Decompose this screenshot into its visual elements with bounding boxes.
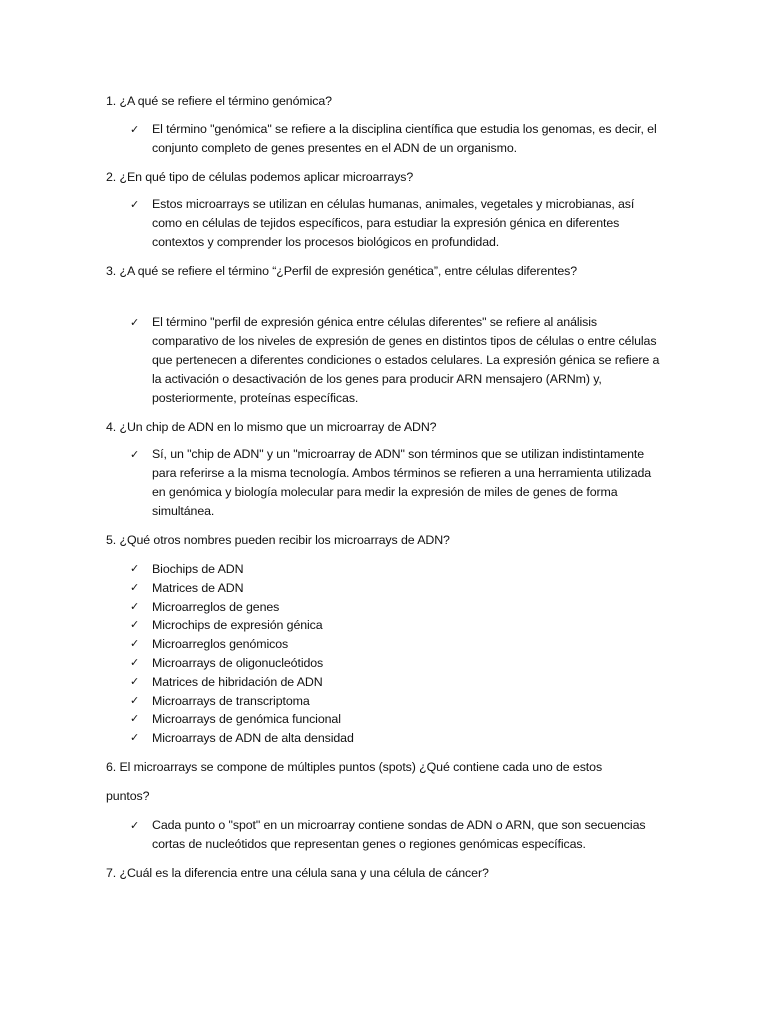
checkmark-icon: ✓ <box>130 123 140 136</box>
question-1: 1. ¿A qué se refiere el término genómica? <box>106 94 332 108</box>
question-6-line-1: 6. El microarrays se compone de múltiples puntos (spots) ¿Qué contiene cada uno de estos <box>106 759 603 774</box>
list-item <box>106 654 666 673</box>
checkmark-icon: ✓ <box>130 731 140 745</box>
answer-1 <box>106 120 666 158</box>
question-4: 4. ¿Un chip de ADN en lo mismo que un microarray de ADN? <box>106 420 437 434</box>
checkmark-icon: ✓ <box>130 655 140 669</box>
checkmark-icon: ✓ <box>130 316 140 329</box>
list-item <box>106 579 666 598</box>
answer-6-text: Cada punto o "spot" en un microarray contiene sondas de ADN o ARN, que son secuencias cortas de nucleótidos que representan genes o regiones genómicas específicas. <box>152 817 646 851</box>
document-content <box>106 92 666 883</box>
checkmark-icon: ✓ <box>130 580 140 594</box>
answer-list-4 <box>106 445 666 521</box>
list-item <box>106 560 666 579</box>
list-item <box>106 635 666 654</box>
checkmark-icon: ✓ <box>130 712 140 726</box>
list-item-label: Microchips de expresión génica <box>152 618 323 633</box>
question-3: 3. ¿A qué se refiere el término “¿Perfil de expresión genética”, entre células diferentes? <box>106 264 578 278</box>
checkmark-icon: ✓ <box>130 693 140 707</box>
list-item <box>106 616 666 635</box>
question-6-line-2: puntos? <box>106 788 150 803</box>
checkmark-icon: ✓ <box>130 198 140 211</box>
list-item-label: Microarrays de oligonucleótidos <box>152 655 324 670</box>
answer-2-text: Estos microarrays se utilizan en células humanas, animales, vegetales y microbianas, así como en células de tejidos específicos, para estudiar la expresión génica en diferentes contextos y comprender los procesos biológicos en profundidad. <box>152 197 635 249</box>
answer-4 <box>106 445 666 521</box>
list-item-label: Microarreglos de genes <box>152 599 280 614</box>
list-item <box>106 598 666 617</box>
list-item <box>106 710 666 729</box>
answer-list-5 <box>106 560 666 748</box>
list-item-label: Microarrays de genómica funcional <box>152 712 341 727</box>
answer-6 <box>106 816 666 854</box>
question-2: 2. ¿En qué tipo de células podemos aplicar microarrays? <box>106 170 414 184</box>
question-7: 7. ¿Cuál es la diferencia entre una célula sana y una célula de cáncer? <box>106 865 489 880</box>
answer-2 <box>106 195 666 252</box>
answer-4-text: Sí, un "chip de ADN" y un "microarray de ADN" son términos que se utilizan indistintamente para referirse a la misma tecnología. Ambos términos se refieren a una herramienta utilizada en genómica y biología molecular para medir la expresión de miles de genes de forma simultánea. <box>152 447 652 518</box>
answer-3 <box>106 313 666 408</box>
list-item-label: Microarrays de transcriptoma <box>152 693 310 708</box>
checkmark-icon: ✓ <box>130 562 140 575</box>
checkmark-icon: ✓ <box>130 637 140 651</box>
checkmark-icon: ✓ <box>130 674 140 688</box>
list-item-label: Microarrays de ADN de alta densidad <box>152 731 354 746</box>
answer-1-text: El término "genómica" se refiere a la disciplina científica que estudia los genomas, es decir, el conjunto completo de genes presentes en el ADN de un organismo. <box>152 122 657 155</box>
list-item-label: Microarreglos genómicos <box>152 637 289 652</box>
checkmark-icon: ✓ <box>130 818 140 832</box>
list-item <box>106 673 666 692</box>
answer-list-2 <box>106 195 666 252</box>
list-item <box>106 692 666 711</box>
answer-list-3 <box>106 313 666 408</box>
question-5: 5. ¿Qué otros nombres pueden recibir los microarrays de ADN? <box>106 533 450 547</box>
checkmark-icon: ✓ <box>130 599 140 613</box>
list-item-label: Matrices de ADN <box>152 580 244 595</box>
answer-list-6 <box>106 816 666 854</box>
list-item-label: Biochips de ADN <box>152 562 244 576</box>
checkmark-icon: ✓ <box>130 448 140 461</box>
answer-list-1 <box>106 120 666 158</box>
list-item <box>106 729 666 748</box>
answer-3-text: El término "perfil de expresión génica entre células diferentes" se refiere al análisis comparativo de los niveles de expresión de genes en distintos tipos de células o entre células que pertenecen a diferentes condiciones o estados celulares. La expresión génica se refiere a la activación o desactivación de los genes para producir ARN mensajero (ARNm) y, posteriormente, proteínas específicas. <box>152 315 660 405</box>
list-item-label: Matrices de hibridación de ADN <box>152 674 323 689</box>
checkmark-icon: ✓ <box>130 618 140 632</box>
